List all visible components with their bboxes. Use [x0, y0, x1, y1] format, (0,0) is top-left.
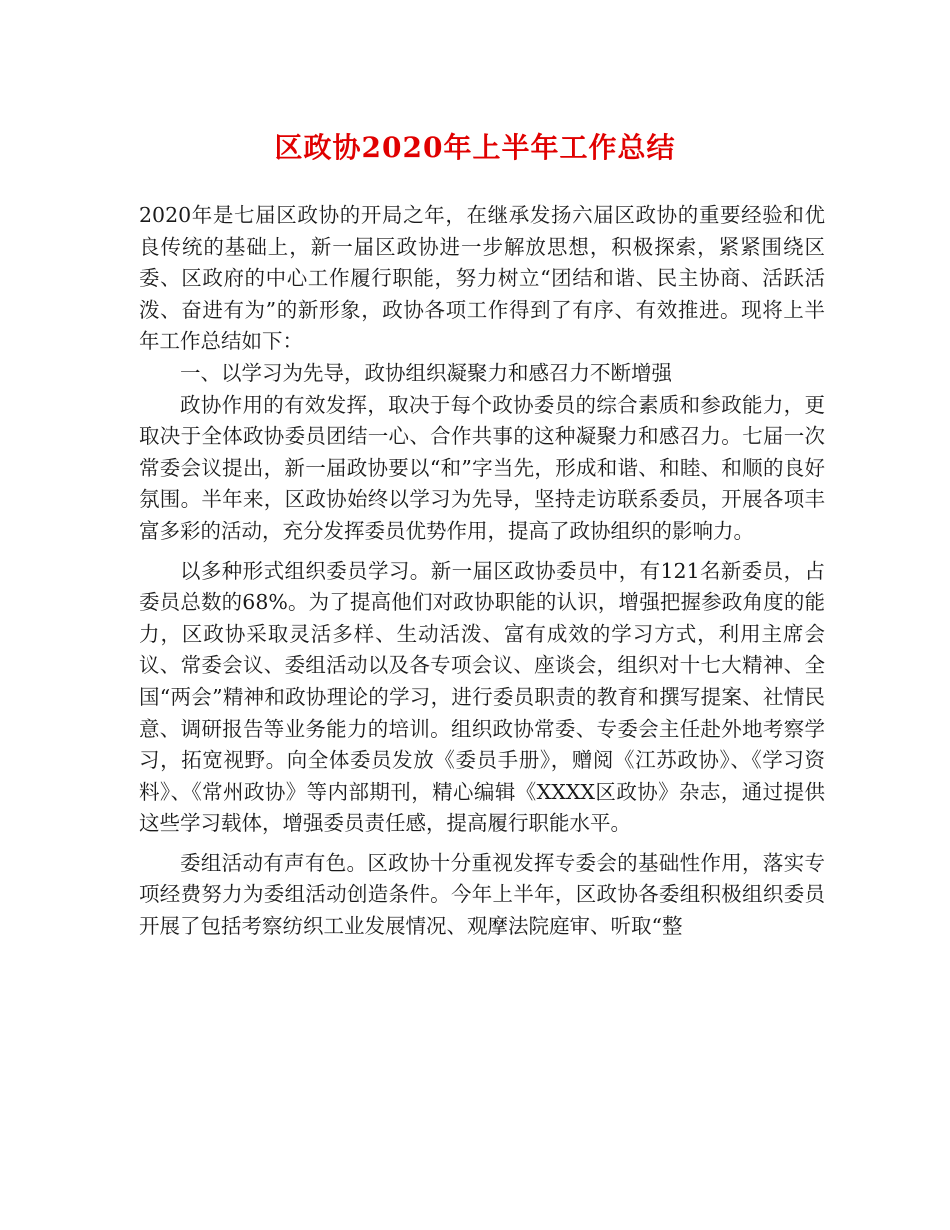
document-title: 区政协2020年上半年工作总结	[274, 131, 676, 164]
section-heading-1: 一、以学习为先导，政协组织凝聚力和感召力不断增强	[180, 360, 672, 385]
document-body	[139, 200, 825, 943]
body-paragraph: 委组活动有声有色。区政协十分重视发挥专委会的基础性作用，落实专项经费努力为委组活动创造条件。今年上半年，区政协各委组积极组织委员开展了包括考察纺织工业发展情况、观摩法院庭审、听取“整	[139, 850, 825, 939]
body-paragraph: 政协作用的有效发挥，取决于每个政协委员的综合素质和参政能力，更取决于全体政协委员团结一心、合作共事的这种凝聚力和感召力。七届一次常委会议提出，新一届政协要以“和”字当先，形成和谐、和睦、和顺的良好氛围。半年来，区政协始终以学习为先导，坚持走访联系委员，开展各项丰富多彩的活动，充分发挥委员优势作用，提高了政协组织的影响力。	[139, 392, 825, 543]
intro-paragraph: 2020年是七届区政协的开局之年，在继承发扬六届区政协的重要经验和优良传统的基础上，新一届区政协进一步解放思想，积极探索，紧紧围绕区委、区政府的中心工作履行职能，努力树立“团结和谐、民主协商、活跃活泼、奋进有为”的新形象，政协各项工作得到了有序、有效推进。现将上半年工作总结如下：	[139, 203, 825, 354]
body-paragraph: 以多种形式组织委员学习。新一届区政协委员中，有121名新委员，占委员总数的68%。为了提高他们对政协职能的认识，增强把握参政角度的能力，区政协采取灵活多样、生动活泼、富有成效的学习方式，利用主席会议、常委会议、委组活动以及各专项会议、座谈会，组织对十七大精神、全国“两会”精神和政协理论的学习，进行委员职责的教育和撰写提案、社情民意、调研报告等业务能力的培训。组织政协常委、专委会主任赴外地考察学习，拓宽视野。向全体委员发放《委员手册》，赠阅《江苏政协》、《学习资料》、《常州政协》等内部期刊，精心编辑《XXXX区政协》杂志，通过提供这些学习载体，增强委员责任感，提高履行职能水平。	[139, 558, 825, 836]
